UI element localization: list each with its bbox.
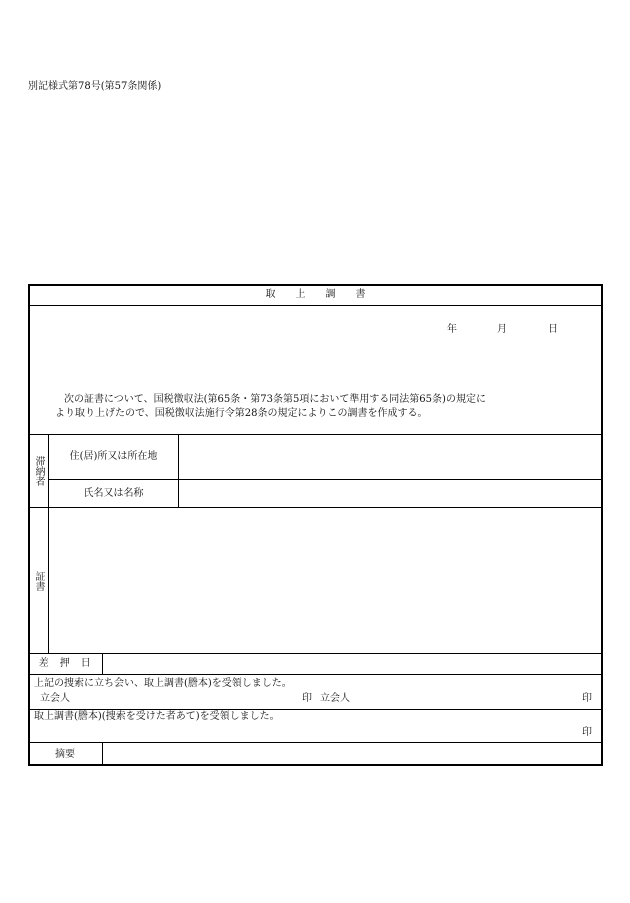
year-label: 年 xyxy=(447,324,457,335)
address-label: 住(居)所又は所在地 xyxy=(69,451,158,462)
name-value-cell xyxy=(179,480,603,507)
certificate-heading: 証書 xyxy=(33,570,44,591)
witness-seal-1: 印 xyxy=(302,693,312,704)
certificate-section xyxy=(28,508,603,654)
seizure-date-label-cell xyxy=(28,654,103,674)
month-label: 月 xyxy=(497,324,507,335)
seizure-date-row xyxy=(28,654,603,675)
receipt-seal: 印 xyxy=(582,727,592,738)
delinquent-taxpayer-section xyxy=(28,435,603,508)
address-label-cell xyxy=(49,435,179,479)
delinquent-taxpayer-heading-cell xyxy=(28,435,49,507)
seizure-date-value-cell xyxy=(103,654,603,674)
remarks-label: 摘要 xyxy=(55,748,75,760)
form-title: 取 上 調 書 xyxy=(265,288,371,300)
day-label: 日 xyxy=(548,324,558,335)
witness-section xyxy=(28,675,603,710)
name-label-cell xyxy=(49,480,179,507)
certificate-heading-cell xyxy=(28,508,49,653)
remarks-label-cell xyxy=(28,743,103,766)
witness-statement: 上記の捜索に立ち会い、取上調書(謄本)を受領しました。 xyxy=(34,678,292,689)
certificate-content-cell xyxy=(49,508,603,653)
statement-line: 次の証書について、国税徴収法(第65条・第73条第5項において準用する同法第65条)の規定に xyxy=(64,394,486,405)
witness-label-2: 立会人 xyxy=(320,693,350,704)
statement-section xyxy=(28,306,603,435)
address-value-cell xyxy=(179,435,603,479)
name-label: 氏名又は名称 xyxy=(83,487,144,499)
receipt-section xyxy=(28,710,603,743)
title-row xyxy=(28,284,603,306)
address-row xyxy=(49,435,603,480)
receipt-statement: 取上調書(謄本)(捜索を受けた者あて)を受領しました。 xyxy=(34,711,280,722)
seizure-date-label: 差 押 日 xyxy=(38,658,92,669)
remarks-value-cell xyxy=(103,743,603,766)
witness-seal-2: 印 xyxy=(582,693,592,704)
delinquent-taxpayer-heading: 滞納者 xyxy=(33,456,44,486)
witness-label-1: 立会人 xyxy=(40,693,70,704)
name-row xyxy=(49,480,603,507)
seizure-record-form xyxy=(28,284,603,766)
statement-line: より取り上げたので、国税徴収法施行令第28条の規定によりこの調書を作成する。 xyxy=(55,408,428,419)
remarks-row xyxy=(28,743,603,766)
form-number: 別記様式第78号(第57条関係) xyxy=(28,81,162,92)
